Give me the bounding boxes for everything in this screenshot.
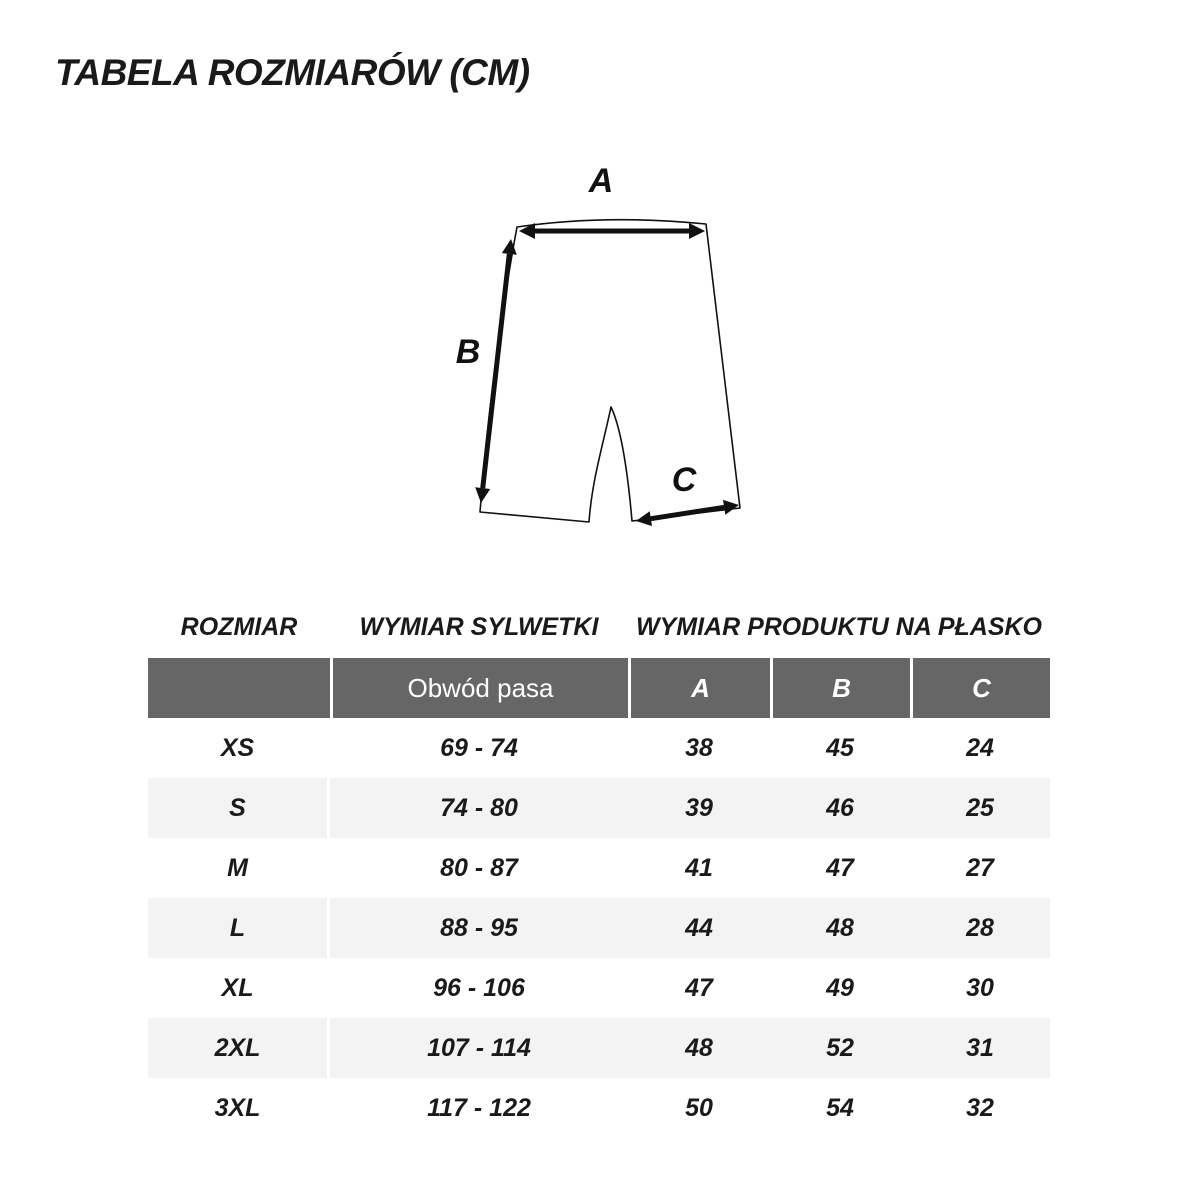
cell-b: 46 [770, 778, 910, 838]
cell-c: 30 [966, 973, 994, 1002]
page-title: TABELA ROZMIARÓW (CM) [55, 52, 530, 93]
cell-b: 45 [826, 733, 854, 762]
header-cell-waist: Obwód pasa [330, 658, 628, 718]
cell-waist: 88 - 95 [330, 898, 628, 958]
cell-size: XS [220, 733, 255, 762]
cell-a: 44 [628, 898, 770, 958]
cell-size: L [148, 898, 330, 958]
table-row [148, 898, 1050, 958]
cell-waist: 96 - 106 [433, 973, 525, 1002]
cell-waist: 107 - 114 [330, 1018, 628, 1078]
table-row [148, 718, 1050, 778]
header-cell-a: A [628, 658, 770, 718]
cell-waist: 117 - 122 [427, 1093, 531, 1122]
cell-c: 32 [966, 1093, 994, 1122]
header-cell-c: C [910, 658, 1050, 718]
table-row [148, 778, 1050, 838]
cell-b: 49 [826, 973, 854, 1002]
cell-a: 41 [685, 853, 713, 882]
table-row [148, 1018, 1050, 1078]
header-cell-size [148, 658, 330, 718]
cell-size: 3XL [214, 1093, 261, 1122]
cell-c: 25 [910, 778, 1050, 838]
diagram-label-c: C [671, 461, 697, 499]
table-row [148, 838, 1050, 898]
cell-b: 54 [826, 1093, 854, 1122]
cell-b: 48 [770, 898, 910, 958]
cell-c: 28 [910, 898, 1050, 958]
cell-a: 39 [628, 778, 770, 838]
cell-waist: 69 - 74 [440, 733, 518, 762]
cell-a: 50 [685, 1093, 713, 1122]
table-group-headers [148, 604, 1050, 650]
shorts-outline [480, 220, 740, 522]
diagram-label-b: B [455, 333, 481, 371]
cell-a: 48 [628, 1018, 770, 1078]
group-header-flat-measure: WYMIAR PRODUKTU NA PŁASKO [635, 612, 1042, 641]
cell-c: 31 [910, 1018, 1050, 1078]
shorts-measurement-diagram [430, 150, 770, 550]
cell-waist: 74 - 80 [330, 778, 628, 838]
table-row [148, 958, 1050, 1018]
diagram-label-a: A [588, 162, 614, 200]
cell-a: 47 [685, 973, 713, 1002]
cell-waist: 80 - 87 [440, 853, 518, 882]
cell-size: S [148, 778, 330, 838]
cell-c: 27 [966, 853, 994, 882]
group-header-size: ROZMIAR [180, 612, 298, 641]
table-row [148, 1078, 1050, 1138]
cell-b: 52 [770, 1018, 910, 1078]
cell-b: 47 [826, 853, 854, 882]
cell-size: M [227, 853, 248, 882]
cell-size: XL [221, 973, 254, 1002]
group-header-body-measure: WYMIAR SYLWETKI [359, 612, 599, 641]
cell-a: 38 [685, 733, 713, 762]
cell-c: 24 [966, 733, 994, 762]
header-cell-b: B [770, 658, 910, 718]
cell-size: 2XL [148, 1018, 330, 1078]
table-header-row [148, 658, 1050, 718]
